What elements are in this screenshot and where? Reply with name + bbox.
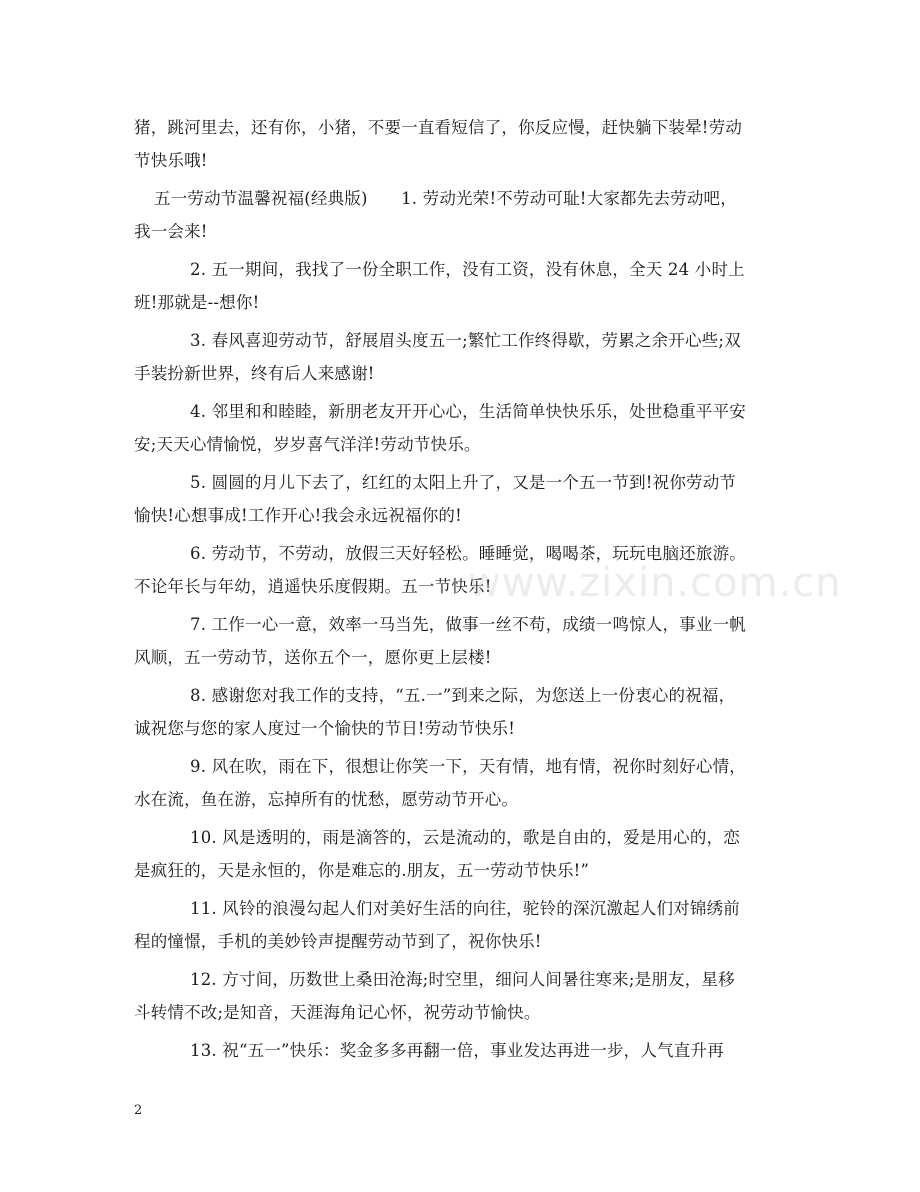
text-line: 风顺，五一劳动节，送你五个一，愿你更上层楼! [134,648,492,667]
list-item-line: 12. 方寸间，历数世上桑田沧海;时空里，细问人间暑往寒来;是朋友，星移 [190,970,735,989]
text-line: 愉快!心想事成!工作开心!我会永远祝福你的! [134,506,462,525]
text-line: 猪，跳河里去，还有你，小猪，不要一直看短信了，你反应慢，赶快躺下装晕!劳动 [134,118,743,137]
list-item-line: 5. 圆圆的月儿下去了，红红的太阳上升了，又是一个五一节到!祝你劳动节 [190,473,737,492]
list-item-line: 6. 劳动节，不劳动，放假三天好轻松。睡睡觉，喝喝茶，玩玩电脑还旅游。 [190,544,746,563]
text-line: 我一会来! [134,222,208,241]
watermark: www.zixin.com.cn [468,560,842,606]
text-line: 安;天天心情愉悦，岁岁喜气洋洋!劳动节快乐。 [134,435,481,454]
text-line: 是疯狂的，天是永恒的，你是难忘的.朋友，五一劳动节快乐!” [134,861,590,880]
text-line: 不论年长与年幼，逍遥快乐度假期。五一节快乐! [134,577,492,596]
list-item-line: 3. 春风喜迎劳动节，舒展眉头度五一;繁忙工作终得歇，劳累之余开心些;双 [190,331,741,350]
list-item-line: 2. 五一期间，我找了一份全职工作，没有工资，没有休息，全天 24 小时上 [190,260,745,279]
text-line: 斗转情不改;是知音，天涯海角记心怀，祝劳动节愉快。 [134,1003,541,1022]
page-number: 2 [134,1103,143,1118]
text-line: 程的憧憬，手机的美妙铃声提醒劳动节到了，祝你快乐! [134,932,542,951]
list-item-line: 8. 感谢您对我工作的支持，“五.一”到来之际，为您送上一份衷心的祝福， [190,686,736,705]
section-title-line: 五一劳动节温馨祝福(经典版) 1. 劳动光荣!不劳动可耻!大家都先去劳动吧， [154,189,737,208]
list-item-line: 4. 邻里和和睦睦，新朋老友开开心心，生活简单快快乐乐，处世稳重平平安 [190,402,746,421]
text-line: 节快乐哦! [134,151,208,170]
list-item-line: 10. 风是透明的，雨是滴答的，云是流动的，歌是自由的，爱是用心的，恋 [190,828,740,847]
text-line: 诚祝您与您的家人度过一个愉快的节日!劳动节快乐! [134,719,516,738]
text-line: 手装扮新世界，终有后人来感谢! [134,364,375,383]
list-item-line: 7. 工作一心一意，效率一马当先，做事一丝不苟，成绩一鸣惊人，事业一帆 [190,615,746,634]
text-line: 班!那就是--想你! [134,293,260,312]
list-item-line: 11. 风铃的浪漫勾起人们对美好生活的向往，驼铃的深沉激起人们对锦绣前 [190,899,740,918]
list-item-line: 13. 祝“五一”快乐：奖金多多再翻一倍，事业发达再进一步，人气直升再 [190,1041,724,1060]
text-line: 水在流，鱼在游，忘掉所有的忧愁，愿劳动节开心。 [134,790,519,809]
list-item-line: 9. 风在吹，雨在下，很想让你笑一下，天有情，地有情，祝你时刻好心情， [190,757,746,776]
